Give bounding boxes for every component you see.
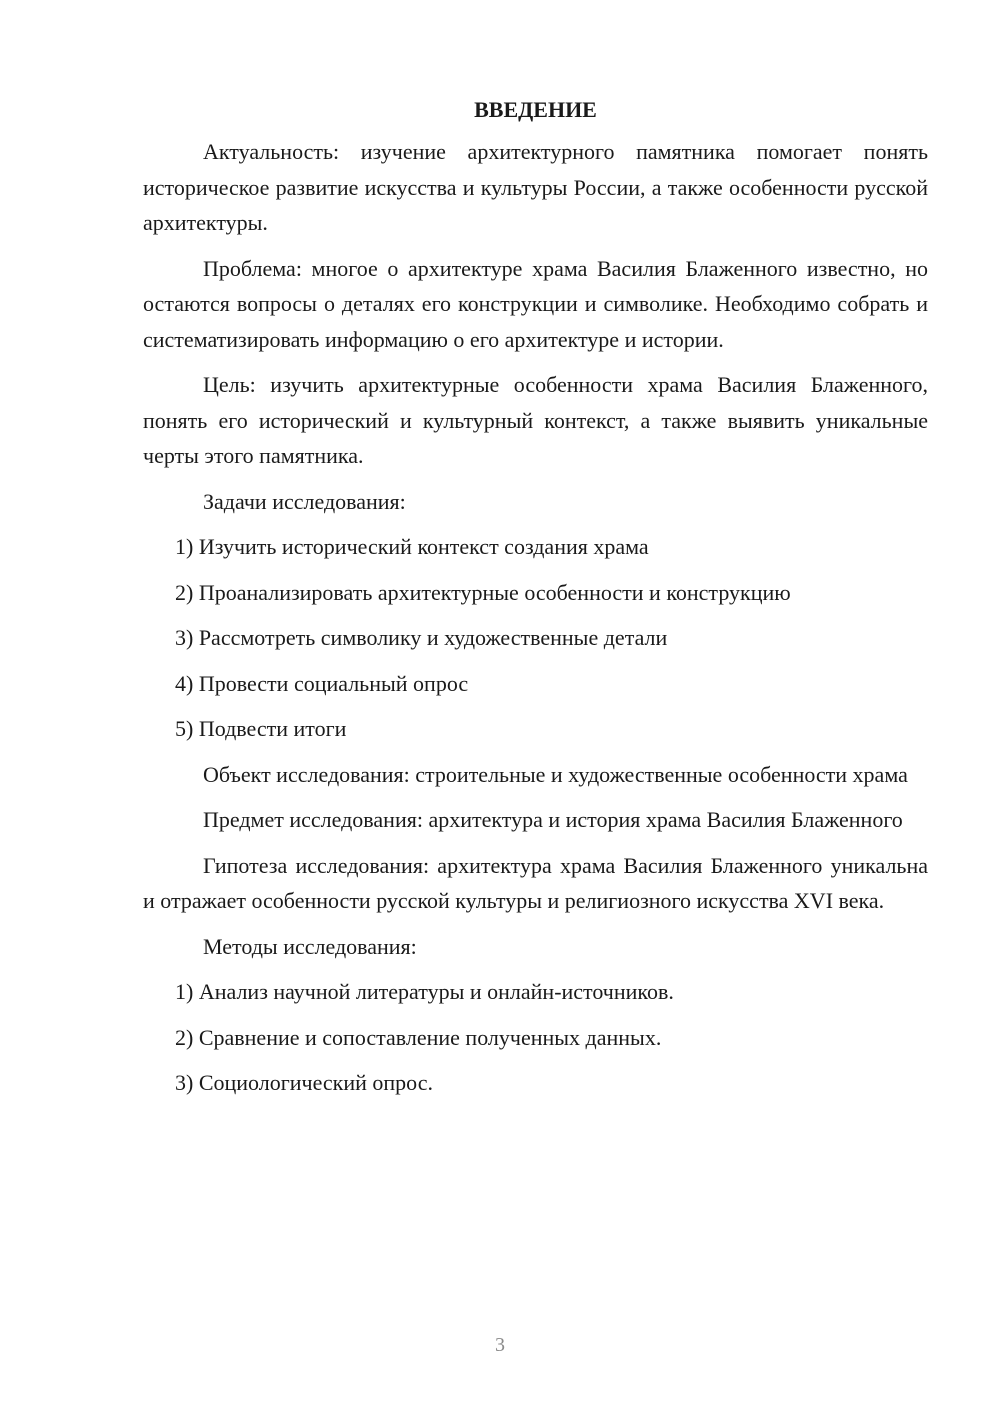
goal-paragraph: Цель: изучить архитектурные особенности храма Василия Блаженного, понять его исторический и культурный контекст, а также выявить уникальные черты этого памятника. [143,372,928,468]
task-item: 4) Провести социальный опрос [175,670,469,696]
page-title: ВВЕДЕНИЕ [474,97,597,122]
page-number: 3 [495,1334,505,1356]
method-item: 1) Анализ научной литературы и онлайн-источников. [175,979,674,1004]
task-item: 1) Изучить исторический контекст создания храма [175,534,649,559]
method-item: 2) Сравнение и сопоставление полученных данных. [175,1024,662,1050]
methods-heading: Методы исследования: [203,933,417,959]
task-item: 2) Проанализировать архитектурные особенности и конструкцию [175,579,791,605]
hypothesis-paragraph: Гипотеза исследования: архитектура храма Василия Блаженного уникальна и отражает особенности русской культуры и религиозного искусства XVI века. [143,852,928,913]
methods-list [143,974,928,1101]
problem-paragraph: Проблема: многое о архитектуре храма Василия Блаженного известно, но остаются вопросы о деталях его конструкции и символике. Необходимо собрать и систематизировать информацию о его архитектуре и истории. [143,255,928,352]
document-page [143,92,928,1111]
relevance-paragraph: Актуальность: изучение архитектурного памятника помогает понять историческое развитие искусства и культуры России, а также особенности русской архитектуры. [143,139,928,235]
object-paragraph: Объект исследования: строительные и художественные особенности храма [203,761,908,787]
method-item: 3) Социологический опрос. [175,1070,433,1095]
tasks-heading: Задачи исследования: [203,488,406,514]
subject-paragraph: Предмет исследования: архитектура и история храма Василия Блаженного [203,807,903,832]
task-item: 5) Подвести итоги [175,716,347,741]
tasks-list [143,529,928,747]
task-item: 3) Рассмотреть символику и художественные детали [175,625,668,650]
